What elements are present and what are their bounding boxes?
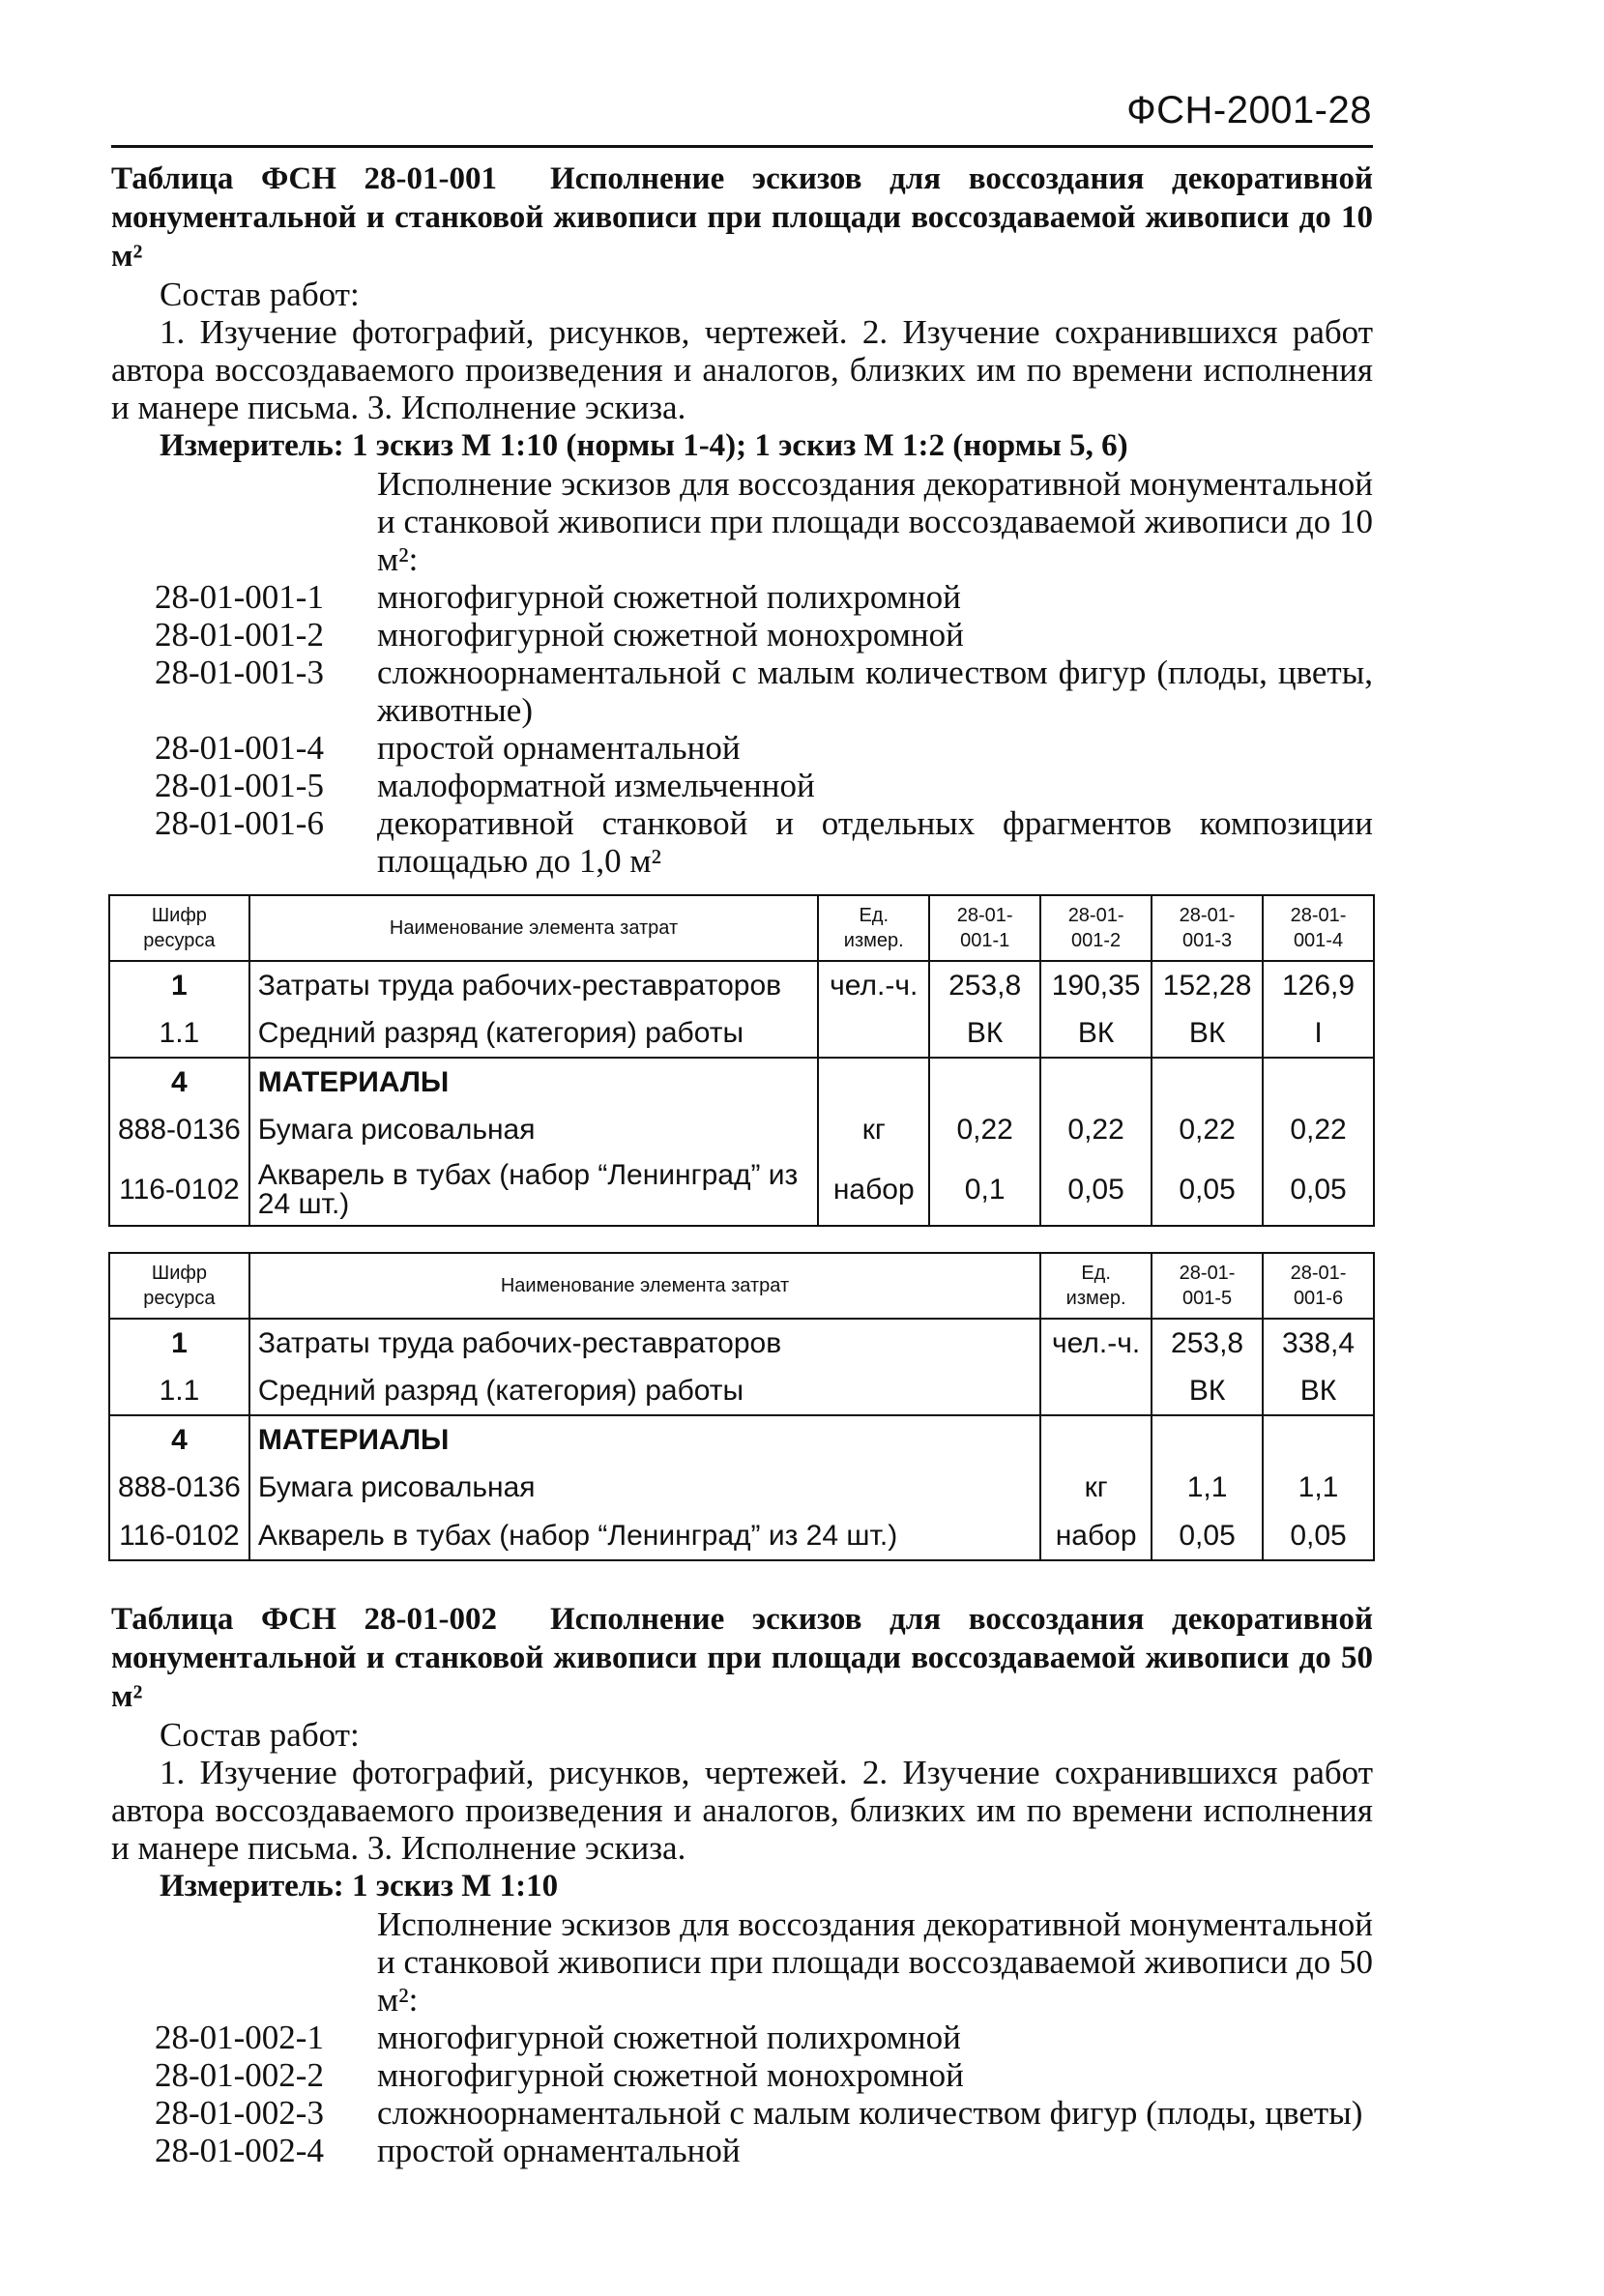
- norm-value: ВК: [1040, 1009, 1152, 1058]
- col-header: Шифр ресурса: [109, 895, 249, 961]
- norm-name: сложноорнаментальной с малым количеством фигур (плоды, цветы): [377, 2094, 1363, 2132]
- norm-code: 28-01-002-3: [155, 2094, 324, 2132]
- section-heading: Исполнение эскизов для воссоздания декоративной монументальной и станковой живописи при площади воссоздаваемой живописи до 10 м²: [111, 161, 1373, 274]
- resource-name: Бумага рисовальная: [249, 1106, 818, 1154]
- materials-group: [109, 1415, 1374, 1560]
- norm-value: 0,05: [1152, 1154, 1263, 1226]
- composition-text: 1. Изучение фотографий, рисунков, чертежей. 2. Изучение сохранившихся работ автора воссоздаваемого произведения и аналогов, близких им по времени исполнения и манере письма. 3. Исполнение эскиза.: [111, 313, 1373, 426]
- section-heading: Исполнение эскизов для воссоздания декоративной монументальной и станковой живописи при площади воссоздаваемой живописи до 50 м²: [111, 1602, 1373, 1714]
- norm-code-list: [111, 578, 1373, 880]
- resource-name: Затраты труда рабочих-реставраторов: [249, 1319, 1040, 1367]
- norm-code: 28-01-001-1: [155, 578, 324, 616]
- norm-value: 0,05: [1263, 1154, 1374, 1226]
- norm-code-row: [111, 767, 1373, 804]
- resource-table-2: [108, 1252, 1375, 1561]
- norms-intro: Исполнение эскизов для воссоздания декоративной монументальной и станковой живописи при площади воссоздаваемой живописи до 50 м²:: [377, 1905, 1373, 2019]
- measure-unit: Измеритель: 1 эскиз М 1:10: [160, 1869, 559, 1904]
- norm-code: 28-01-001-5: [155, 767, 324, 804]
- norm-value: [1263, 1415, 1374, 1464]
- norm-name: простой орнаментальной: [377, 729, 741, 767]
- col-header: 28-01-001-4: [1263, 895, 1374, 961]
- resource-unit: [1040, 1367, 1152, 1415]
- norm-code: 28-01-001-4: [155, 729, 324, 767]
- norm-name: многофигурной сюжетной монохромной: [377, 616, 964, 654]
- norm-value: [1040, 1058, 1152, 1106]
- col-header: 28-01-001-3: [1152, 895, 1263, 961]
- table-label: Таблица ФСН 28-01-002: [111, 1602, 498, 1637]
- composition-label: Состав работ:: [160, 276, 360, 313]
- measure-unit: Измеритель: 1 эскиз М 1:10 (нормы 1-4); 1 эскиз М 1:2 (нормы 5, 6): [160, 428, 1128, 463]
- resource-name: Акварель в тубах (набор “Ленинград” из 24 шт.): [249, 1512, 1040, 1560]
- composition-label: Состав работ:: [160, 1716, 360, 1754]
- norm-value: I: [1263, 1009, 1374, 1058]
- table-row: [109, 1058, 1374, 1106]
- resource-unit: [1040, 1415, 1152, 1464]
- norm-value: ВК: [1263, 1367, 1374, 1415]
- norm-name: сложноорнаментальной с малым количеством фигур (плоды, цветы, животные): [377, 654, 1373, 729]
- resource-code: 4: [109, 1058, 249, 1106]
- resource-code: 888-0136: [109, 1464, 249, 1512]
- norm-code-row: [111, 729, 1373, 767]
- norm-code-row: [111, 2056, 1373, 2094]
- norm-code: 28-01-002-1: [155, 2019, 324, 2056]
- col-header: Шифр ресурса: [109, 1253, 249, 1319]
- resource-unit: чел.-ч.: [818, 961, 929, 1009]
- table-row: [109, 1106, 1374, 1154]
- resource-code: 116-0102: [109, 1512, 249, 1560]
- resource-code: 1: [109, 1319, 249, 1367]
- table-row: [109, 1512, 1374, 1560]
- norm-value: 0,05: [1152, 1512, 1263, 1560]
- resource-unit: кг: [1040, 1464, 1152, 1512]
- resource-unit: кг: [818, 1106, 929, 1154]
- resource-unit: набор: [1040, 1512, 1152, 1560]
- norm-value: [929, 1058, 1040, 1106]
- col-header: 28-01-001-2: [1040, 895, 1152, 961]
- table-row: [109, 1319, 1374, 1367]
- norm-name: простой орнаментальной: [377, 2132, 741, 2169]
- norm-value: 253,8: [1152, 1319, 1263, 1367]
- norm-value: ВК: [1152, 1367, 1263, 1415]
- norm-value: 338,4: [1263, 1319, 1374, 1367]
- norm-value: 0,22: [1263, 1106, 1374, 1154]
- norm-name: многофигурной сюжетной полихромной: [377, 2019, 961, 2056]
- section-28-01-001: [111, 160, 1373, 880]
- norm-code-row: [111, 2132, 1373, 2169]
- norm-value: 126,9: [1263, 961, 1374, 1009]
- table-row: [109, 961, 1374, 1009]
- norm-code: 28-01-001-3: [155, 654, 324, 691]
- resource-code: 4: [109, 1415, 249, 1464]
- resource-code: 116-0102: [109, 1154, 249, 1226]
- resource-name: Бумага рисовальная: [249, 1464, 1040, 1512]
- norm-value: [1152, 1058, 1263, 1106]
- resource-name: Средний разряд (категория) работы: [249, 1009, 818, 1058]
- resource-code: 888-0136: [109, 1106, 249, 1154]
- norm-code: 28-01-001-6: [155, 804, 324, 842]
- norm-value: 253,8: [929, 961, 1040, 1009]
- col-header: Ед. измер.: [1040, 1253, 1152, 1319]
- norms-intro: Исполнение эскизов для воссоздания декоративной монументальной и станковой живописи при площади воссоздаваемой живописи до 10 м²:: [377, 465, 1373, 578]
- table-header-row: [109, 895, 1374, 961]
- section-28-01-002: [111, 1600, 1373, 2169]
- norm-name: многофигурной сюжетной полихромной: [377, 578, 961, 616]
- resource-name: Акварель в тубах (набор “Ленинград” из 24 шт.): [249, 1154, 818, 1226]
- resource-unit: набор: [818, 1154, 929, 1226]
- norm-value: 0,22: [1040, 1106, 1152, 1154]
- norm-value: ВК: [1152, 1009, 1263, 1058]
- norm-value: 1,1: [1152, 1464, 1263, 1512]
- norm-value: ВК: [929, 1009, 1040, 1058]
- norm-value: 0,05: [1263, 1512, 1374, 1560]
- header-rule: [111, 145, 1373, 148]
- norm-code: 28-01-002-2: [155, 2056, 324, 2094]
- resource-code: 1.1: [109, 1367, 249, 1415]
- resource-code: 1: [109, 961, 249, 1009]
- norm-value: 190,35: [1040, 961, 1152, 1009]
- table-label: Таблица ФСН 28-01-001: [111, 161, 498, 196]
- section-title: [111, 1600, 1373, 1716]
- table-header-row: [109, 1253, 1374, 1319]
- norm-code-row: [111, 2019, 1373, 2056]
- norm-code: 28-01-001-2: [155, 616, 324, 654]
- norm-code-row: [111, 616, 1373, 654]
- norm-value: 152,28: [1152, 961, 1263, 1009]
- col-header: 28-01-001-6: [1263, 1253, 1374, 1319]
- norm-value: 0,22: [1152, 1106, 1263, 1154]
- col-header: Ед. измер.: [818, 895, 929, 961]
- table-row: [109, 1464, 1374, 1512]
- table-row: [109, 1009, 1374, 1058]
- norm-value: 0,05: [1040, 1154, 1152, 1226]
- materials-group: [109, 1058, 1374, 1226]
- resource-name: МАТЕРИАЛЫ: [249, 1415, 1040, 1464]
- norm-code-list: [111, 2019, 1373, 2169]
- table-row: [109, 1415, 1374, 1464]
- col-header: 28-01-001-1: [929, 895, 1040, 961]
- norm-name: декоративной станковой и отдельных фрагментов композиции площадью до 1,0 м²: [377, 804, 1373, 880]
- col-header: 28-01-001-5: [1152, 1253, 1263, 1319]
- labor-group: [109, 961, 1374, 1058]
- resource-name: Затраты труда рабочих-реставраторов: [249, 961, 818, 1009]
- resource-table-1: [108, 894, 1375, 1227]
- norm-value: [1263, 1058, 1374, 1106]
- resource-code: 1.1: [109, 1009, 249, 1058]
- resource-unit: [818, 1009, 929, 1058]
- norm-code-row: [111, 654, 1373, 729]
- norm-name: многофигурной сюжетной монохромной: [377, 2056, 964, 2094]
- resource-name: Средний разряд (категория) работы: [249, 1367, 1040, 1415]
- resource-name: МАТЕРИАЛЫ: [249, 1058, 818, 1106]
- labor-group: [109, 1319, 1374, 1415]
- section-title: [111, 160, 1373, 276]
- norm-value: 1,1: [1263, 1464, 1374, 1512]
- resource-unit: [818, 1058, 929, 1106]
- composition-text: 1. Изучение фотографий, рисунков, чертежей. 2. Изучение сохранившихся работ автора воссоздаваемого произведения и аналогов, близких им по времени исполнения и манере письма. 3. Исполнение эскиза.: [111, 1754, 1373, 1867]
- norm-value: 0,1: [929, 1154, 1040, 1226]
- col-header: Наименование элемента затрат: [249, 895, 818, 961]
- table-row: [109, 1154, 1374, 1226]
- norm-code-row: [111, 578, 1373, 616]
- norm-value: 0,22: [929, 1106, 1040, 1154]
- page-header-code: ФСН-2001-28: [1126, 89, 1372, 131]
- table-row: [109, 1367, 1374, 1415]
- norm-code-row: [111, 2094, 1373, 2132]
- col-header: Наименование элемента затрат: [249, 1253, 1040, 1319]
- norm-value: [1152, 1415, 1263, 1464]
- norm-name: малоформатной измельченной: [377, 767, 815, 804]
- norm-code: 28-01-002-4: [155, 2132, 324, 2169]
- resource-unit: чел.-ч.: [1040, 1319, 1152, 1367]
- norm-code-row: [111, 804, 1373, 880]
